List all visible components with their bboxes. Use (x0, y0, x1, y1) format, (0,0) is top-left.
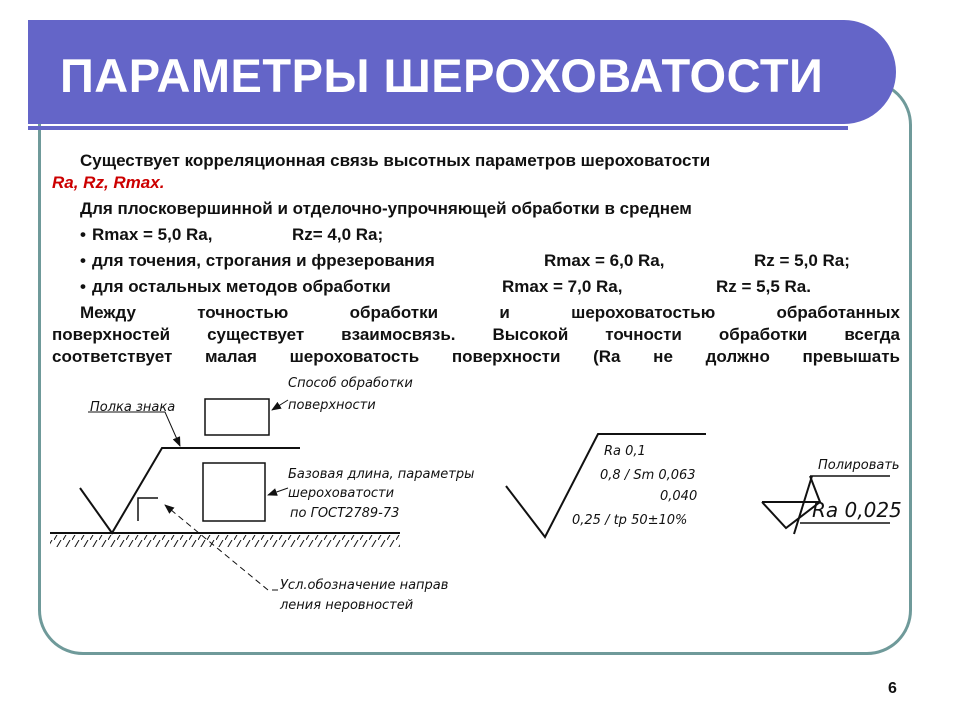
label-baza-1: Базовая длина, параметры (288, 467, 475, 482)
bullet2-method: для точения, строгания и фрезерования (92, 251, 435, 270)
correlation-text: Существует корреляционная связь высотных параметров шероховатости (80, 151, 711, 170)
slide-title: ПАРАМЕТРЫ ШЕРОХОВАТОСТИ (60, 49, 824, 102)
bullet2-rz: Rz = 5,0 Ra; (754, 251, 850, 270)
bullet3-rmax: Rmax = 7,0 Ra, (502, 277, 623, 296)
example2-value: Ra 0,025 (812, 498, 902, 522)
example1-line2: 0,8 / Sm 0,063 (600, 468, 696, 483)
label-sposob-1: Способ обработки (288, 376, 413, 391)
bullet2-rmax: Rmax = 6,0 Ra, (544, 251, 665, 270)
average-text: Для плосковершинной и отделочно-упрочняющей обработки в среднем (80, 199, 692, 218)
label-baza-2: шероховатости (288, 486, 395, 501)
example1-line4: 0,25 / tp 50±10% (572, 513, 688, 528)
label-sposob-2: поверхности (288, 398, 376, 413)
accuracy-line-2: поверхностей существует взаимосвязь. Высокой точности обработки всегда (52, 325, 900, 344)
bullet3-method: для остальных методов обработки (92, 277, 391, 296)
bullet1-rmax: Rmax = 5,0 Ra, (92, 225, 213, 244)
bullet3-rz: Rz = 5,5 Ra. (716, 277, 811, 296)
accuracy-line-3: соответствует малая шероховатость поверхности (Ra не должно превышать (52, 347, 900, 366)
bullet-icon: • (80, 225, 86, 244)
bullet1-rz: Rz= 4,0 Ra; (292, 225, 384, 244)
label-polka: Полка знака (90, 400, 176, 415)
bullet-icon: • (80, 277, 86, 296)
page-number: 6 (888, 680, 897, 697)
accuracy-line-1: Между точностью обработки и шероховатостью обработанных (80, 303, 900, 322)
label-baza-3: по ГОСТ2789-73 (290, 506, 400, 521)
label-usl-2: ления неровностей (280, 598, 414, 613)
bullet-icon: • (80, 251, 86, 270)
example1-line1: Ra 0,1 (604, 444, 646, 459)
label-usl-1: Усл.обозначение направ (280, 578, 449, 593)
example2-label: Полировать (818, 458, 900, 473)
params-list: Ra, Rz, Rmax. (52, 173, 165, 192)
example1-line3: 0,040 (660, 489, 698, 504)
